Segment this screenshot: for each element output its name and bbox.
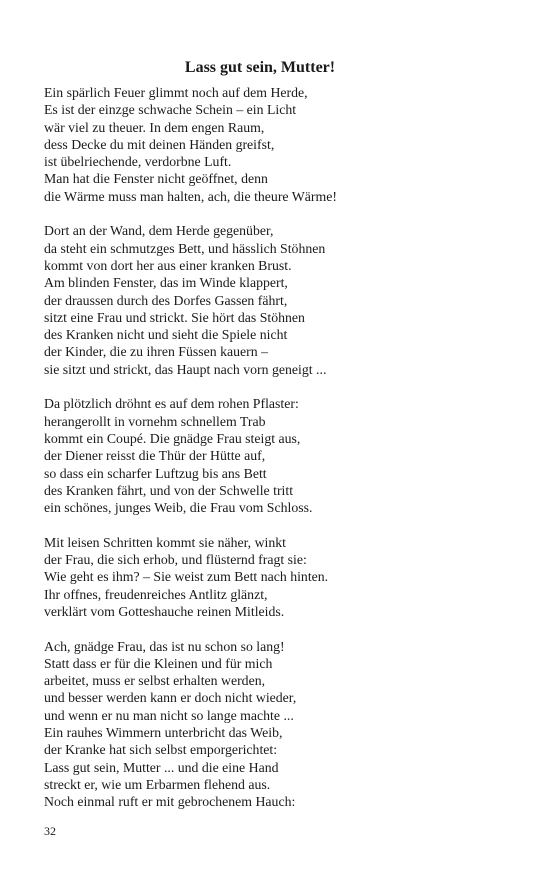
stanza xyxy=(44,534,514,620)
poem-line: kommt ein Coupé. Die gnädge Frau steigt aus, xyxy=(44,430,301,446)
poem-line: Da plötzlich dröhnt es auf dem rohen Pflaster: xyxy=(44,396,299,412)
poem-line: Ach, gnädge Frau, das ist nu schon so lang! xyxy=(44,638,285,654)
poem-line: herangerollt in vornehm schnellem Trab xyxy=(44,413,266,429)
poem-line: Man hat die Fenster nicht geöffnet, denn xyxy=(44,171,268,187)
poem-line: arbeitet, muss er selbst erhalten werden, xyxy=(44,673,266,689)
poem-line: kommt von dort her aus einer kranken Brust. xyxy=(44,257,292,273)
poem-line: die Wärme muss man halten, ach, die theure Wärme! xyxy=(44,188,337,204)
poem-line: dess Decke du mit deinen Händen greifst, xyxy=(44,136,275,152)
poem-line: da steht ein schmutzges Bett, und hässlich Stöhnen xyxy=(44,240,326,256)
poem-line: sie sitzt und strickt, das Haupt nach vorn geneigt ... xyxy=(44,361,327,377)
poem-line: Statt dass er für die Kleinen und für mich xyxy=(44,655,273,671)
poem-line: verklärt vom Gotteshauche reinen Mitleids. xyxy=(44,603,285,619)
poem-line: Mit leisen Schritten kommt sie näher, winkt xyxy=(44,534,287,550)
poem-line: des Kranken nicht und sieht die Spiele nicht xyxy=(44,327,288,343)
poem-line: des Kranken fährt, und von der Schwelle tritt xyxy=(44,482,294,498)
poem-line: der draussen durch des Dorfes Gassen fährt, xyxy=(44,292,288,308)
poem-line: der Kranke hat sich selbst emporgerichtet: xyxy=(44,742,278,758)
poem-line: Noch einmal ruft er mit gebrochenem Hauch: xyxy=(44,794,296,810)
stanza xyxy=(44,638,514,811)
poem-line: so dass ein scharfer Luftzug bis ans Bett xyxy=(44,465,267,481)
poem-line: Es ist der einzge schwache Schein – ein Licht xyxy=(44,102,297,118)
poem-line: Lass gut sein, Mutter ... und die eine Hand xyxy=(44,759,279,775)
stanza xyxy=(44,222,514,378)
page-number: 32 xyxy=(44,824,56,838)
poem-line: der Frau, die sich erhob, und flüsternd fragt sie: xyxy=(44,552,307,568)
stanza xyxy=(44,84,514,205)
poem-title: Lass gut sein, Mutter! xyxy=(184,59,336,76)
poem-line: sitzt eine Frau und strickt. Sie hört das Stöhnen xyxy=(44,309,305,325)
poem-line: Wie geht es ihm? – Sie weist zum Bett nach hinten. xyxy=(44,569,329,585)
poem-line: wär viel zu theuer. In dem engen Raum, xyxy=(44,119,265,135)
poem-line: und besser werden kann er doch nicht wieder, xyxy=(44,690,297,706)
poem-line: Ein rauhes Wimmern unterbricht das Weib, xyxy=(44,724,283,740)
poem-body xyxy=(44,84,514,828)
poem-line: und wenn er nu man nicht so lange machte ... xyxy=(44,707,294,723)
poem-line: Ein spärlich Feuer glimmt noch auf dem Herde, xyxy=(44,85,308,100)
poem-line: Dort an der Wand, dem Herde gegenüber, xyxy=(44,223,274,239)
poem-line: ein schönes, junges Weib, die Frau vom Schloss. xyxy=(44,500,313,516)
poem-line: der Diener reisst die Thür der Hütte auf, xyxy=(44,448,266,464)
stanza xyxy=(44,395,514,516)
poem-line: streckt er, wie um Erbarmen flehend aus. xyxy=(44,776,271,792)
poem-line: Ihr offnes, freudenreiches Antlitz glänzt, xyxy=(44,586,268,602)
poem-line: ist übelriechende, verdorbne Luft. xyxy=(44,154,232,170)
poem-line: der Kinder, die zu ihren Füssen kauern – xyxy=(44,344,268,360)
poem-line: Am blinden Fenster, das im Winde klappert, xyxy=(44,275,288,291)
